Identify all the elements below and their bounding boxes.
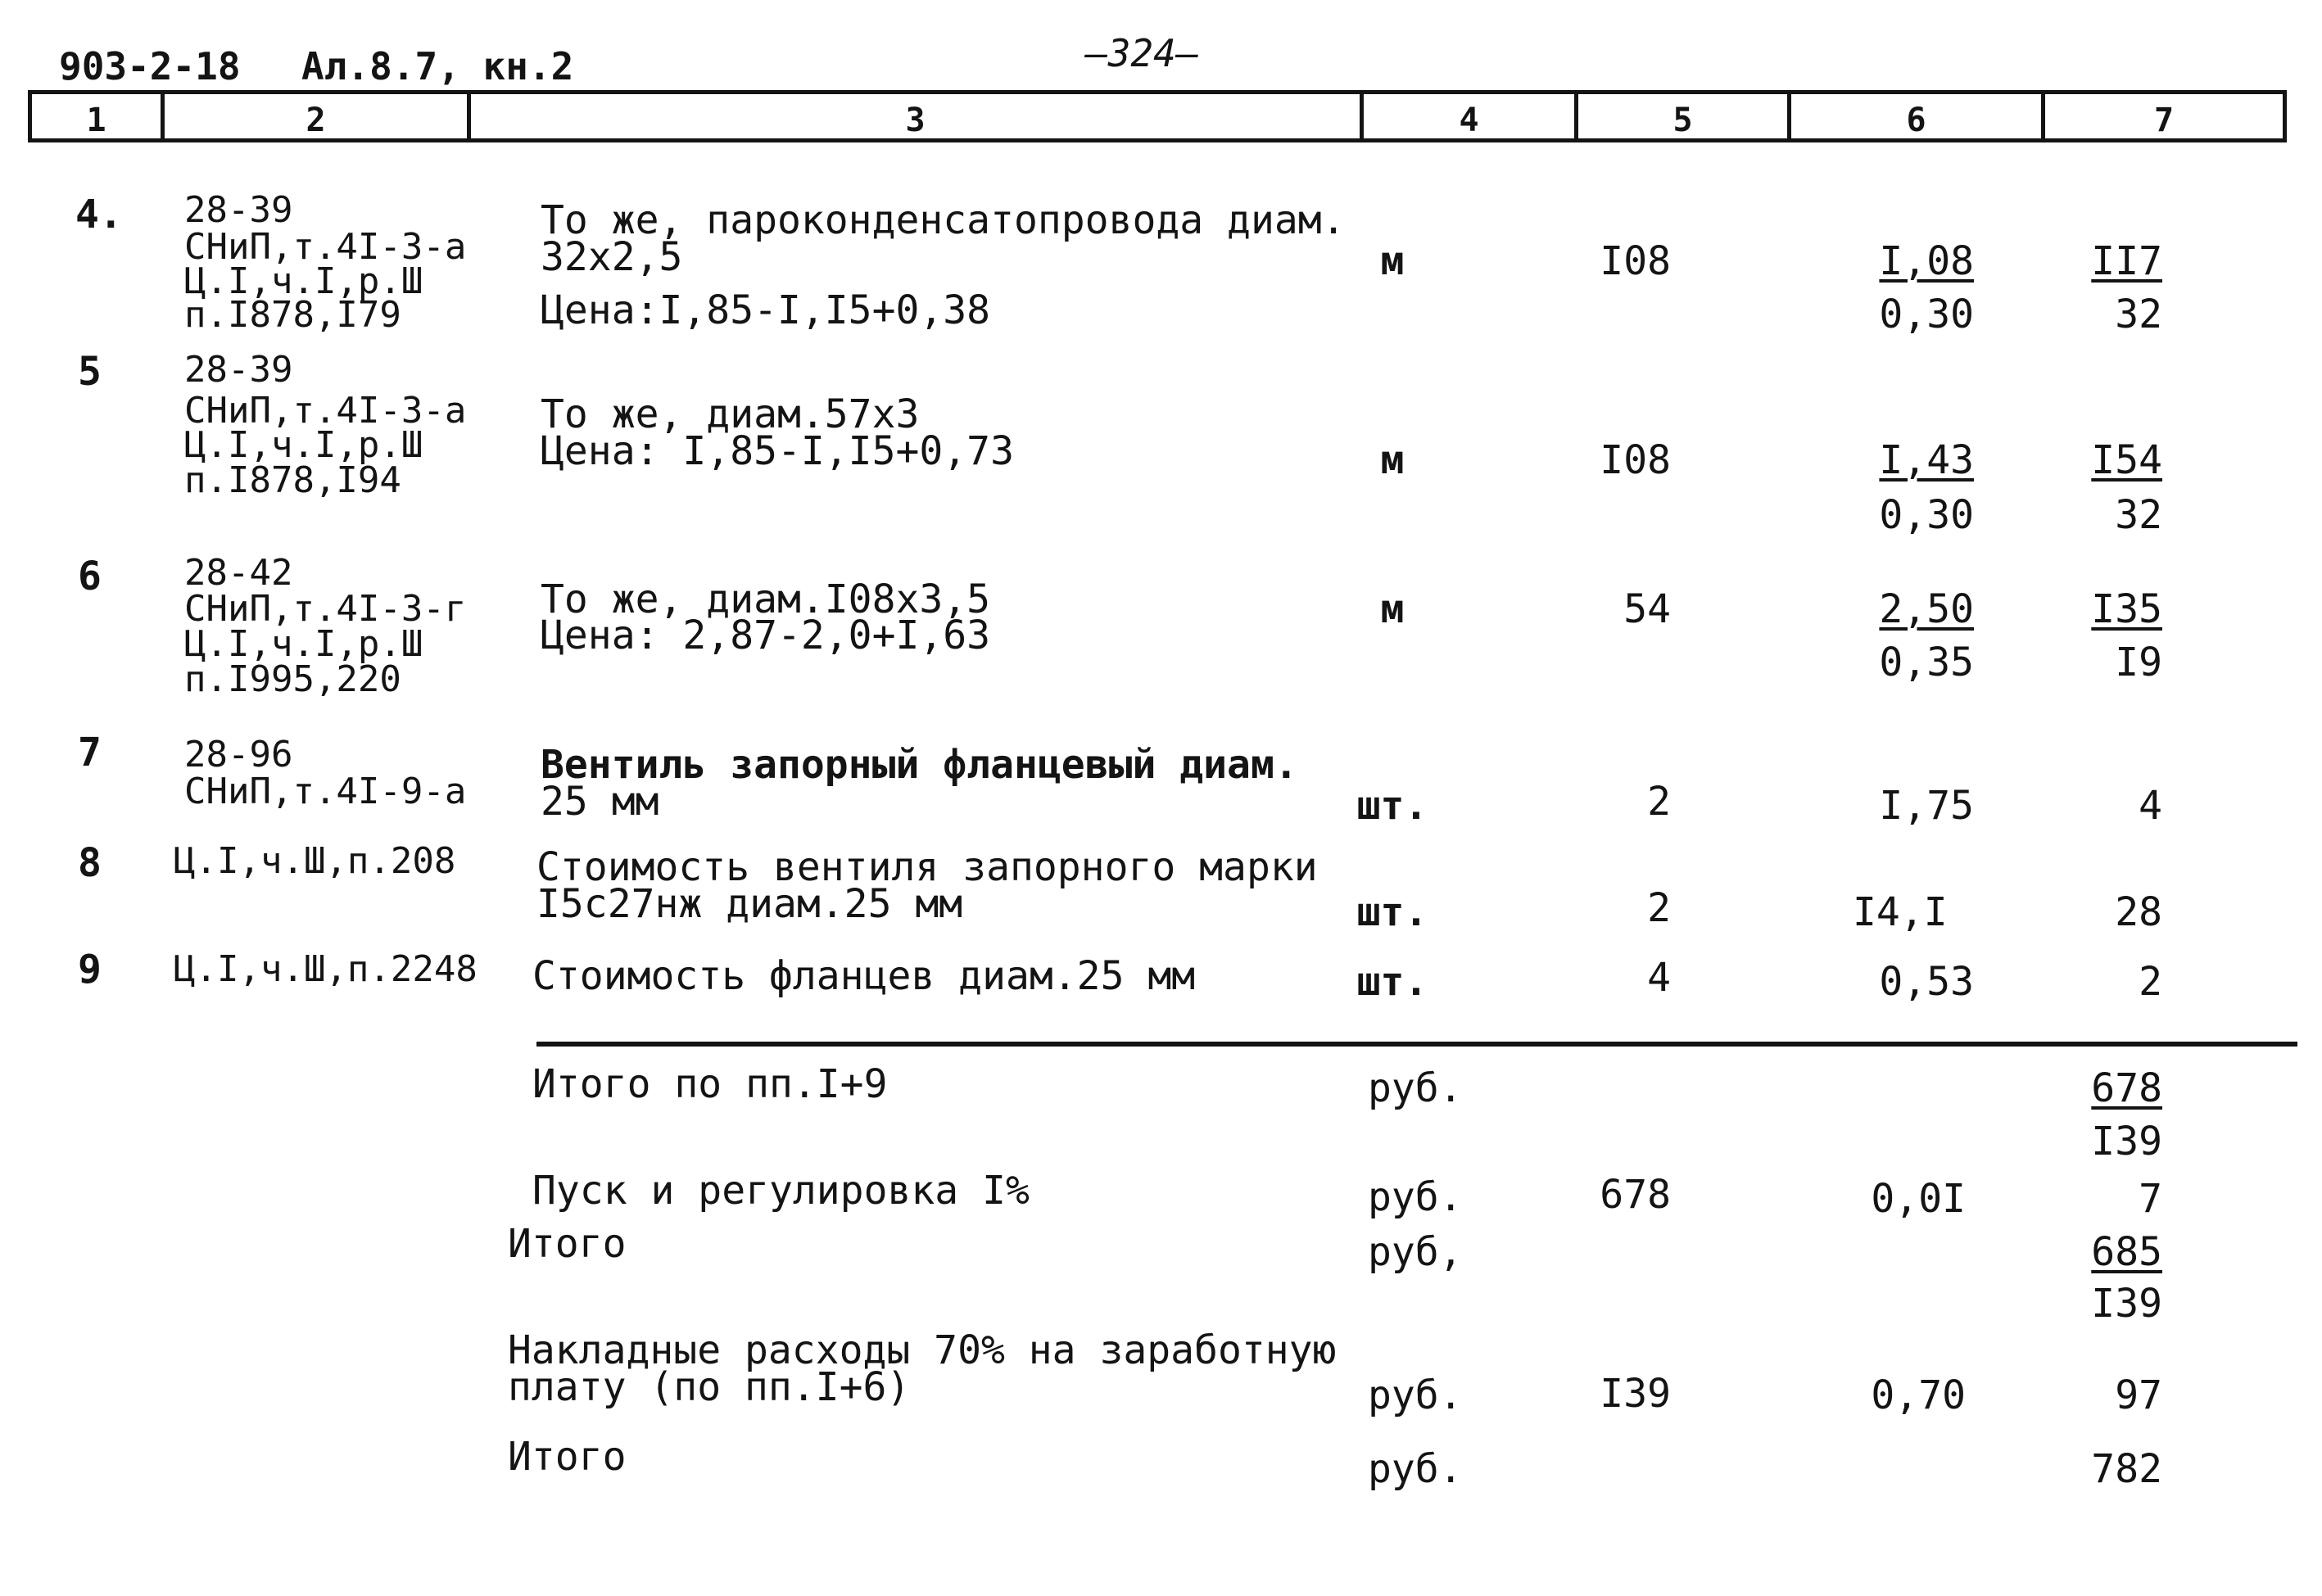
row-total-bottom: 32 [2115, 292, 2162, 337]
row-description: Цена:I,85-I,I5+0,38 [541, 287, 991, 333]
row-quantity: I08 [1600, 437, 1671, 483]
row-total-top: I35 [2091, 586, 2162, 632]
row-price-bottom: 0,30 [1879, 492, 1974, 538]
row-description: Цена: I,85-I,I5+0,73 [541, 428, 1014, 474]
summary-total-top: 678 [2091, 1065, 2162, 1111]
row-total: 28 [2115, 889, 2162, 935]
summary-price: 0,0I [1871, 1176, 1966, 1222]
row-basis: 28-39 [184, 349, 293, 391]
page-number: —324— [1085, 31, 1199, 75]
row-price-top: 2,50 [1879, 586, 1974, 632]
summary-total: 782 [2091, 1446, 2162, 1492]
row-basis: Ц.I,ч.Ш,п.2248 [174, 948, 478, 990]
column-number-6: 6 [1906, 102, 1926, 139]
summary-total-top: 685 [2091, 1229, 2162, 1275]
row-basis: Ц.I,ч.Ш,п.208 [174, 840, 456, 882]
row-description: Стоимость вентиля запорного марки [536, 844, 1318, 890]
row-total-top: I54 [2091, 437, 2162, 483]
summary-unit: руб, [1368, 1229, 1463, 1275]
row-description: Цена: 2,87-2,0+I,63 [541, 613, 991, 658]
row-price-top: I,08 [1879, 238, 1974, 284]
row-quantity: 2 [1647, 885, 1671, 931]
row-unit: шт. [1356, 783, 1428, 829]
row-price: 0,53 [1879, 959, 1974, 1005]
album-reference: Ал.8.7, кн.2 [301, 44, 574, 88]
row-description: То же, диам.57х3 [541, 391, 920, 437]
row-total: 4 [2139, 783, 2162, 829]
row-basis: Ц.I,ч.I,р.Ш [184, 424, 423, 466]
row-unit: шт. [1356, 959, 1428, 1005]
row-number: 4. [75, 192, 123, 237]
row-description: I5с27нж диам.25 мм [536, 881, 963, 927]
row-unit: м [1380, 238, 1405, 284]
row-unit: шт. [1356, 889, 1428, 935]
column-number-3: 3 [905, 102, 926, 139]
column-number-7: 7 [2153, 102, 2175, 139]
row-basis: СНиП,т.4I-9-а [184, 771, 467, 812]
summary-unit: руб. [1368, 1372, 1463, 1418]
summary-unit: руб. [1368, 1174, 1463, 1220]
column-number-4: 4 [1459, 102, 1479, 139]
row-basis: п.I878,I79 [184, 294, 401, 336]
summary-quantity: 678 [1600, 1172, 1671, 1218]
row-total: 2 [2139, 959, 2162, 1005]
summary-label: Итого [508, 1221, 627, 1267]
row-price-bottom: 0,30 [1879, 292, 1974, 337]
row-basis: 28-39 [184, 189, 293, 231]
summary-label: Итого [508, 1434, 627, 1480]
summary-total: 97 [2115, 1372, 2162, 1418]
row-price-bottom: 0,35 [1879, 640, 1974, 685]
row-quantity: I08 [1600, 238, 1671, 284]
row-number: 6 [78, 554, 102, 599]
summary-unit: руб. [1368, 1446, 1463, 1492]
row-description: 25 мм [541, 779, 659, 825]
summary-quantity: I39 [1600, 1371, 1671, 1417]
summary-label: Пуск и регулировка I% [532, 1168, 1030, 1214]
row-number: 9 [78, 947, 102, 992]
row-basis: СНиП,т.4I-3-а [184, 226, 467, 268]
summary-label: Накладные расходы 70% на заработную [508, 1327, 1337, 1373]
summary-total: 7 [2139, 1176, 2162, 1222]
column-number-5: 5 [1672, 102, 1693, 139]
column-number-1: 1 [86, 102, 106, 139]
row-unit: м [1380, 437, 1405, 483]
row-unit: м [1380, 586, 1405, 632]
row-basis: п.I995,220 [184, 658, 401, 700]
row-price: I4,I [1853, 889, 1948, 935]
row-total-bottom: I9 [2115, 640, 2162, 685]
row-quantity: 2 [1647, 779, 1671, 825]
row-number: 5 [78, 349, 102, 395]
row-number: 7 [78, 730, 102, 775]
row-description: Стоимость фланцев диам.25 мм [532, 953, 1196, 999]
row-basis: 28-96 [184, 734, 293, 775]
row-description: То же, диам.I08х3,5 [541, 576, 991, 622]
summary-label: Итого по пп.I+9 [532, 1061, 888, 1107]
row-quantity: 4 [1647, 955, 1671, 1001]
row-total-bottom: 32 [2115, 492, 2162, 538]
document-code: 903-2-18 [59, 44, 241, 88]
summary-total-bottom: I39 [2091, 1119, 2162, 1164]
row-basis: Ц.I,ч.I,р.Ш [184, 623, 423, 665]
row-basis: Ц.I,ч.I,р.Ш [184, 260, 423, 302]
row-total-top: II7 [2091, 238, 2162, 284]
row-price: I,75 [1879, 783, 1974, 829]
summary-total-bottom: I39 [2091, 1281, 2162, 1327]
summary-label: плату (по пп.I+6) [508, 1364, 911, 1410]
column-number-2: 2 [306, 102, 326, 139]
summary-unit: руб. [1368, 1065, 1463, 1111]
row-description: 32х2,5 [541, 234, 683, 280]
row-description: Вентиль запорный фланцевый диам. [541, 742, 1298, 788]
row-basis: СНиП,т.4I-3-а [184, 390, 467, 432]
row-number: 8 [78, 840, 102, 886]
row-description: То же, пароконденсатопровода диам. [541, 197, 1346, 243]
summary-price: 0,70 [1871, 1372, 1966, 1418]
row-basis: 28-42 [184, 552, 293, 594]
row-basis: СНиП,т.4I-3-г [184, 588, 467, 630]
row-quantity: 54 [1623, 586, 1671, 632]
totals-separator [536, 1042, 2297, 1047]
row-price-top: I,43 [1879, 437, 1974, 483]
row-basis: п.I878,I94 [184, 459, 401, 501]
